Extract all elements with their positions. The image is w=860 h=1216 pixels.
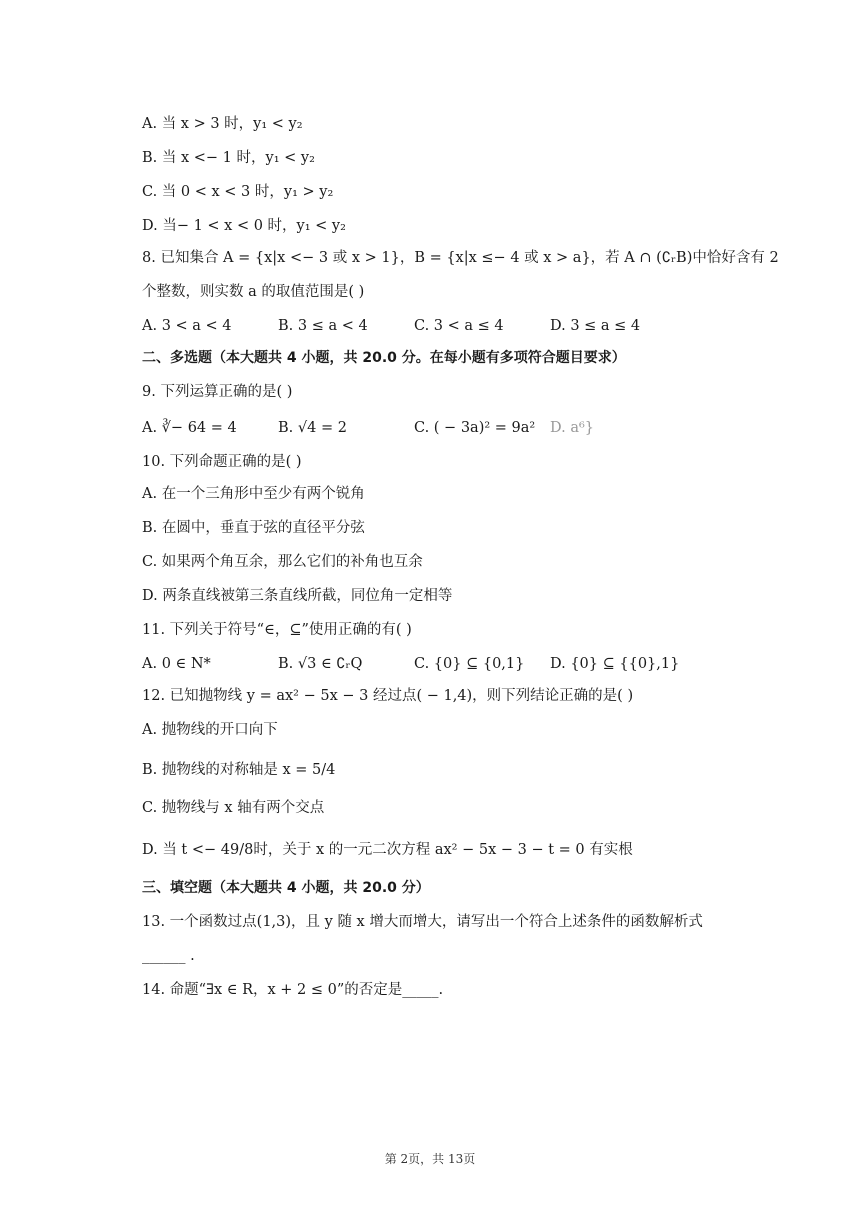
q10-stem: 10. 下列命题正确的是( ): [142, 454, 302, 470]
q11-option-d: D. {0} ⊆ {{0},1}: [550, 656, 680, 672]
q10-option-b: B. 在圆中，垂直于弦的直径平分弦: [142, 520, 365, 536]
q11-option-a: A. 0 ∈ N*: [142, 656, 211, 672]
q9-stem: 9. 下列运算正确的是( ): [142, 384, 293, 400]
q7-option-c: C. 当 0 < x < 3 时，y₁ > y₂: [142, 184, 334, 200]
q12-stem: 12. 已知抛物线 y = ax² − 5x − 3 经过点( − 1,4)，则下列结论正确的是( ): [142, 688, 634, 704]
q9-option-b: B. √4 = 2: [278, 420, 347, 436]
q12-option-b: B. 抛物线的对称轴是 x = 5/4: [142, 762, 336, 778]
q10-option-d: D. 两条直线被第三条直线所截，同位角一定相等: [142, 588, 453, 604]
q13-blank: ______ .: [142, 948, 195, 964]
q9-option-a: A. ∛− 64 = 4: [142, 420, 237, 436]
q9-option-d: D. a⁶}: [550, 420, 595, 436]
q8-option-c: C. 3 < a ≤ 4: [414, 318, 504, 334]
q11-stem: 11. 下列关于符号“∈，⊆”使用正确的有( ): [142, 622, 412, 638]
q12-option-a: A. 抛物线的开口向下: [142, 722, 278, 738]
q8-stem-cont: 个整数，则实数 a 的取值范围是( ): [142, 284, 365, 300]
q14-stem: 14. 命题“∃x ∈ R，x + 2 ≤ 0”的否定是_____.: [142, 982, 444, 998]
q7-option-b: B. 当 x <− 1 时，y₁ < y₂: [142, 150, 315, 166]
q13-stem: 13. 一个函数过点(1,3)，且 y 随 x 增大而增大，请写出一个符合上述条件的函数解析式: [142, 914, 703, 930]
q8-stem: 8. 已知集合 A = {x|x <− 3 或 x > 1}，B = {x|x ≤− 4 或 x > a}，若 A ∩ (∁ᵣB)中恰好含有 2: [142, 250, 779, 266]
q7-option-a: A. 当 x > 3 时，y₁ < y₂: [142, 116, 303, 132]
q7-option-d: D. 当− 1 < x < 0 时，y₁ < y₂: [142, 218, 346, 234]
section-2-heading: 二、多选题（本大题共 4 小题，共 20.0 分。在每小题有多项符合题目要求）: [142, 350, 626, 366]
q10-option-c: C. 如果两个角互余，那么它们的补角也互余: [142, 554, 423, 570]
q10-option-a: A. 在一个三角形中至少有两个锐角: [142, 486, 365, 502]
page-footer: 第 2页，共 13页: [384, 1152, 476, 1166]
q12-option-c: C. 抛物线与 x 轴有两个交点: [142, 800, 325, 816]
q8-option-b: B. 3 ≤ a < 4: [278, 318, 368, 334]
q12-option-d: D. 当 t <− 49/8时，关于 x 的一元二次方程 ax² − 5x − 3 − t = 0 有实根: [142, 842, 633, 858]
q9-option-c: C. ( − 3a)² = 9a²: [414, 420, 536, 436]
q8-option-a: A. 3 < a < 4: [142, 318, 232, 334]
q11-option-c: C. {0} ⊆ {0,1}: [414, 656, 525, 672]
section-3-heading: 三、填空题（本大题共 4 小题，共 20.0 分）: [142, 880, 430, 896]
q8-option-d: D. 3 ≤ a ≤ 4: [550, 318, 641, 334]
q11-option-b: B. √3 ∈ ∁ᵣQ: [278, 656, 363, 672]
